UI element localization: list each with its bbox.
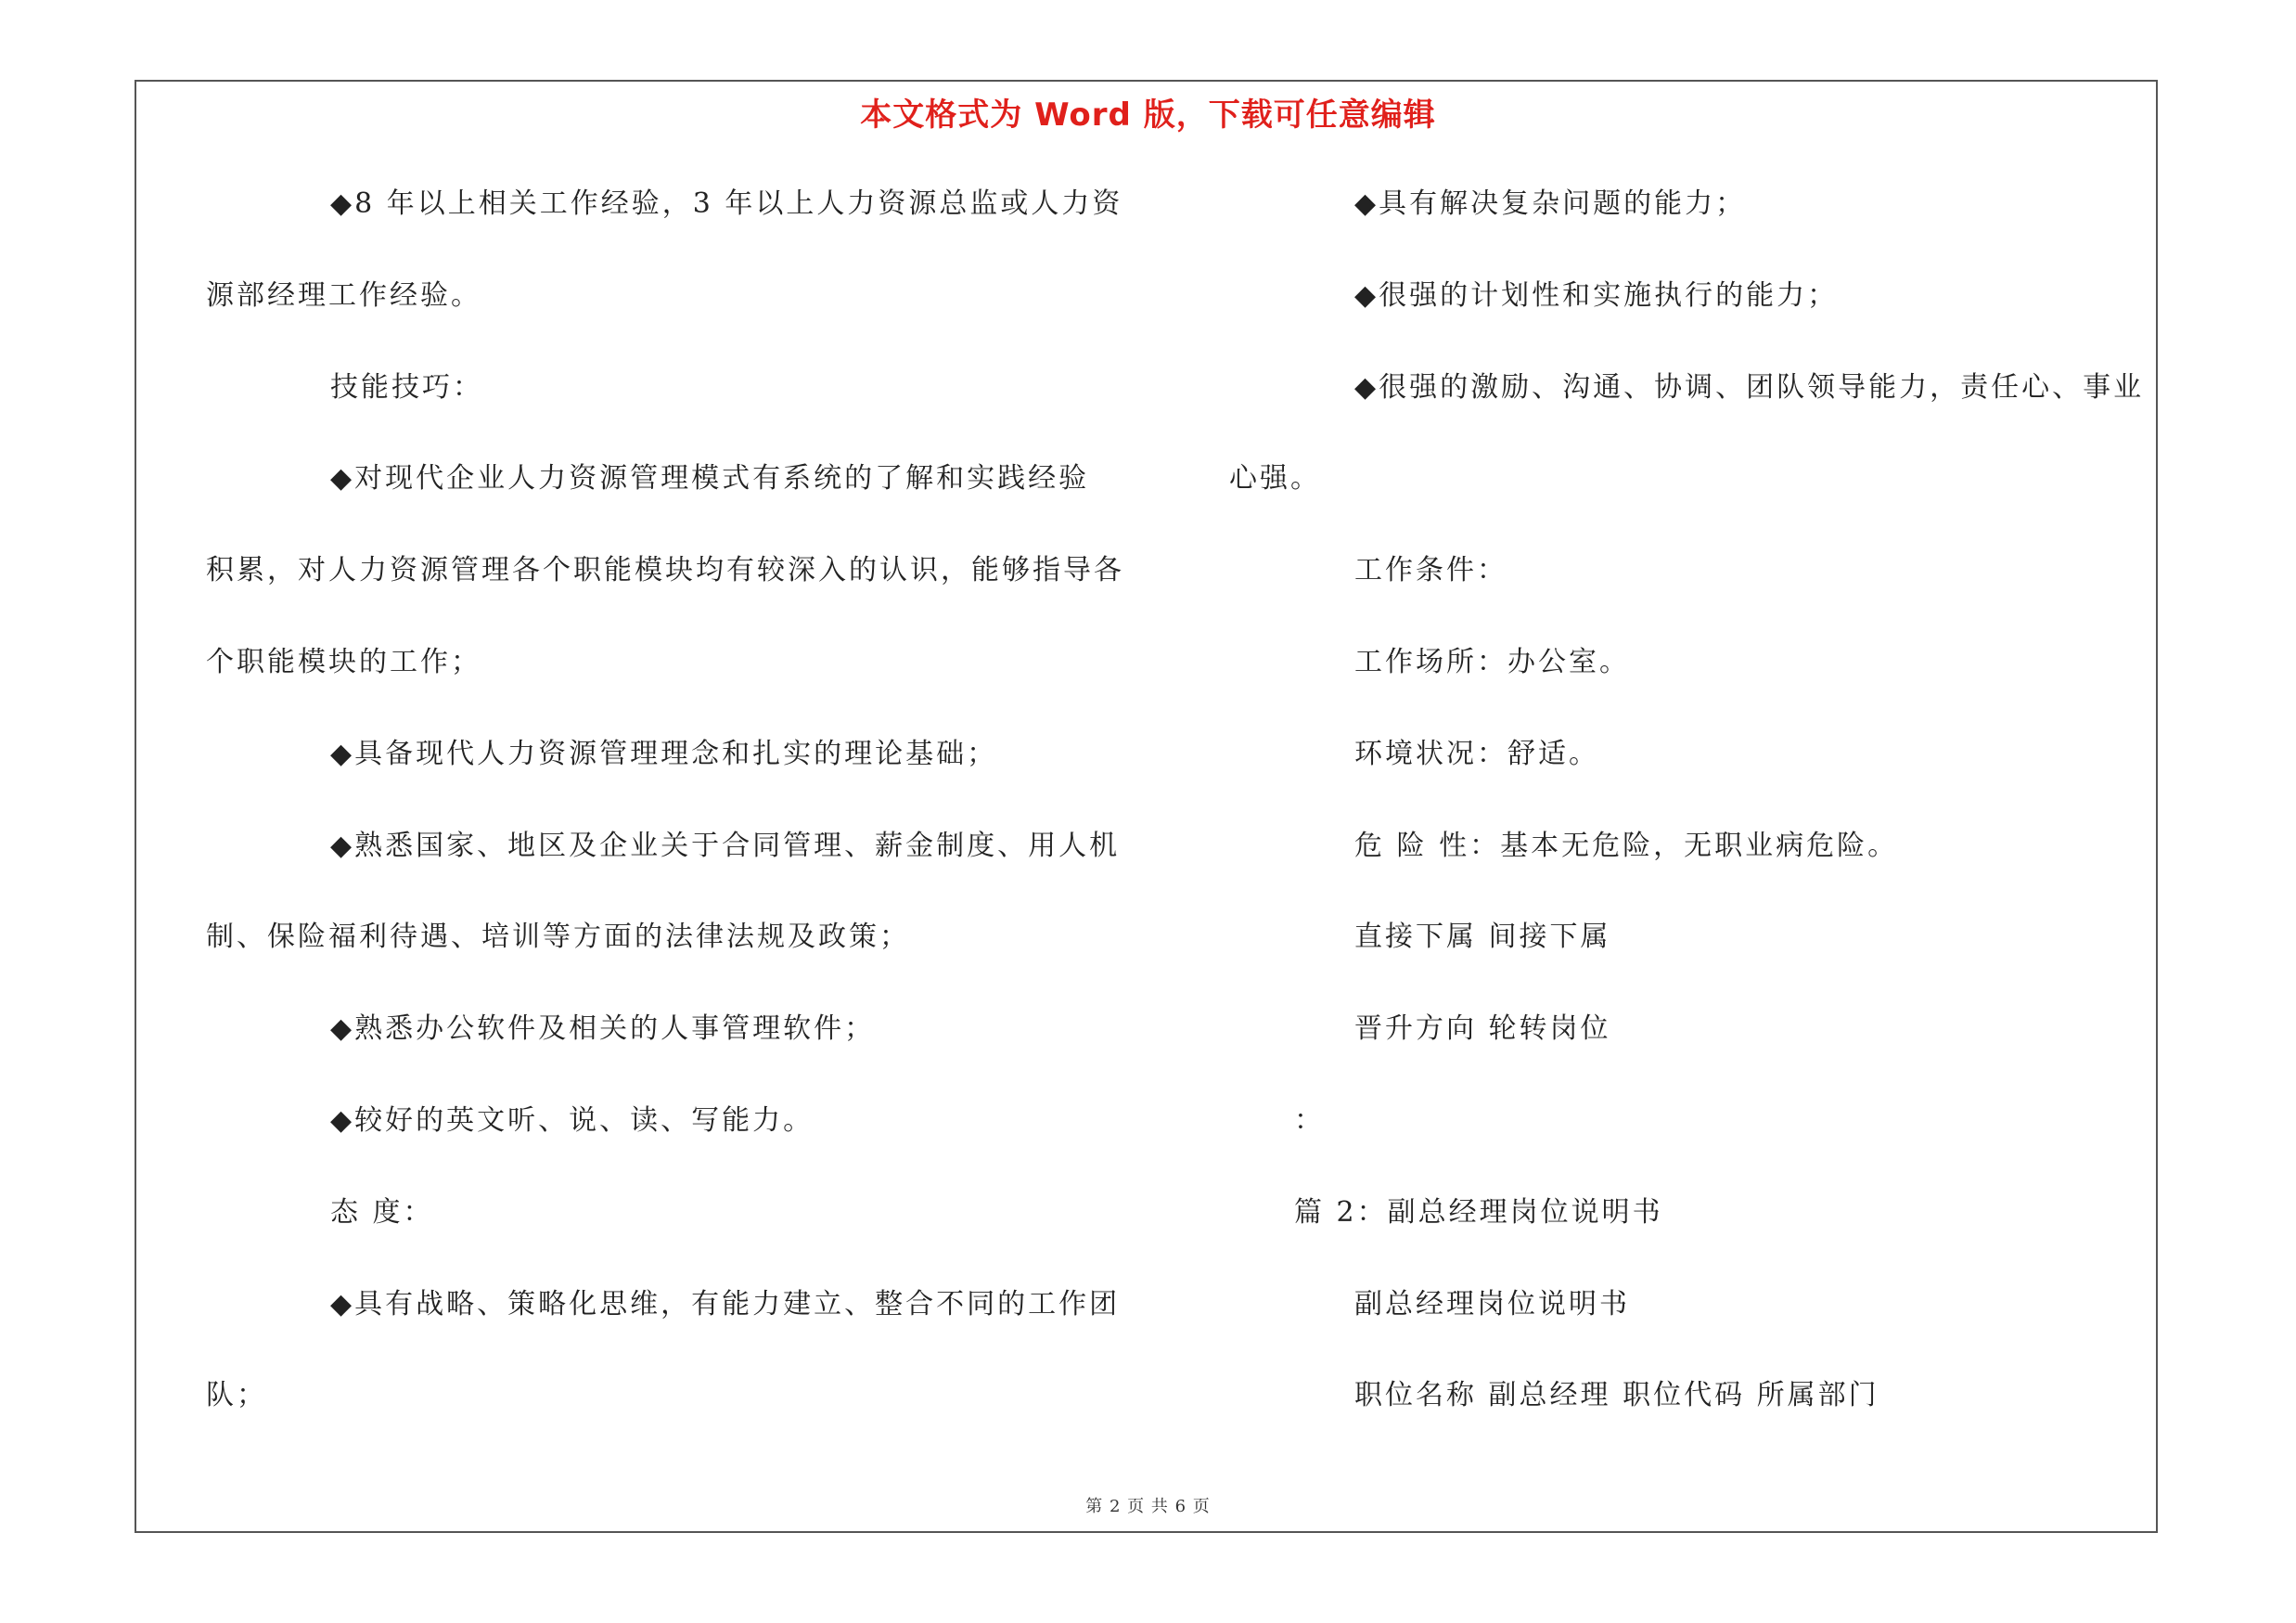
paragraph-line: ◆对现代企业人力资源管理模式有系统的了解和实践经验	[330, 462, 1090, 495]
paragraph-line: ◆具有战略、策略化思维，有能力建立、整合不同的工作团	[330, 1288, 1121, 1320]
format-notice-banner: 本文格式为 Word 版，下载可任意编辑	[860, 97, 1436, 134]
document-title: 副总经理岗位说明书	[1354, 1288, 1630, 1320]
paragraph-line: 队；	[206, 1379, 267, 1411]
paragraph-line: 危 险 性：基本无危险，无职业病危险。	[1354, 830, 1899, 862]
paragraph-line: 心强。	[1229, 462, 1321, 495]
chapter-heading: 篇 2：副总经理岗位说明书	[1294, 1196, 1663, 1229]
paragraph-line: 职位名称 副总经理 职位代码 所属部门	[1354, 1379, 1879, 1411]
paragraph-line: 环境状况：舒适。	[1354, 738, 1599, 770]
paragraph-line: ◆具有解决复杂问题的能力；	[1354, 187, 1747, 220]
section-heading-work-conditions: 工作条件：	[1354, 554, 1507, 586]
paragraph-line: ◆较好的英文听、说、读、写能力。	[330, 1104, 815, 1137]
section-heading-attitude: 态 度：	[330, 1196, 434, 1229]
paragraph-line: ◆熟悉国家、地区及企业关于合同管理、薪金制度、用人机	[330, 830, 1121, 862]
paragraph-line: 直接下属 间接下属	[1354, 921, 1611, 953]
paragraph-line: ：	[1294, 1104, 1325, 1137]
paragraph-line: ◆具备现代人力资源管理理念和扎实的理论基础；	[330, 738, 998, 770]
paragraph-line: 个职能模块的工作；	[206, 646, 481, 678]
paragraph-line: 工作场所：办公室。	[1354, 646, 1630, 678]
page-number-footer: 第 2 页 共 6 页	[1085, 1497, 1211, 1516]
paragraph-line: 源部经理工作经验。	[206, 279, 481, 312]
paragraph-line: ◆很强的激励、沟通、协调、团队领导能力，责任心、事业	[1354, 371, 2145, 404]
paragraph-line: ◆熟悉办公软件及相关的人事管理软件；	[330, 1012, 876, 1045]
paragraph-line: ◆很强的计划性和实施执行的能力；	[1354, 279, 1839, 312]
paragraph-line: 制、保险福利待遇、培训等方面的法律法规及政策；	[206, 921, 910, 953]
paragraph-line: ◆8 年以上相关工作经验，3 年以上人力资源总监或人力资	[330, 187, 1123, 220]
paragraph-line: 积累，对人力资源管理各个职能模块均有较深入的认识，能够指导各	[206, 554, 1124, 586]
paragraph-line: 晋升方向 轮转岗位	[1354, 1012, 1611, 1045]
section-heading-skills: 技能技巧：	[330, 371, 483, 404]
